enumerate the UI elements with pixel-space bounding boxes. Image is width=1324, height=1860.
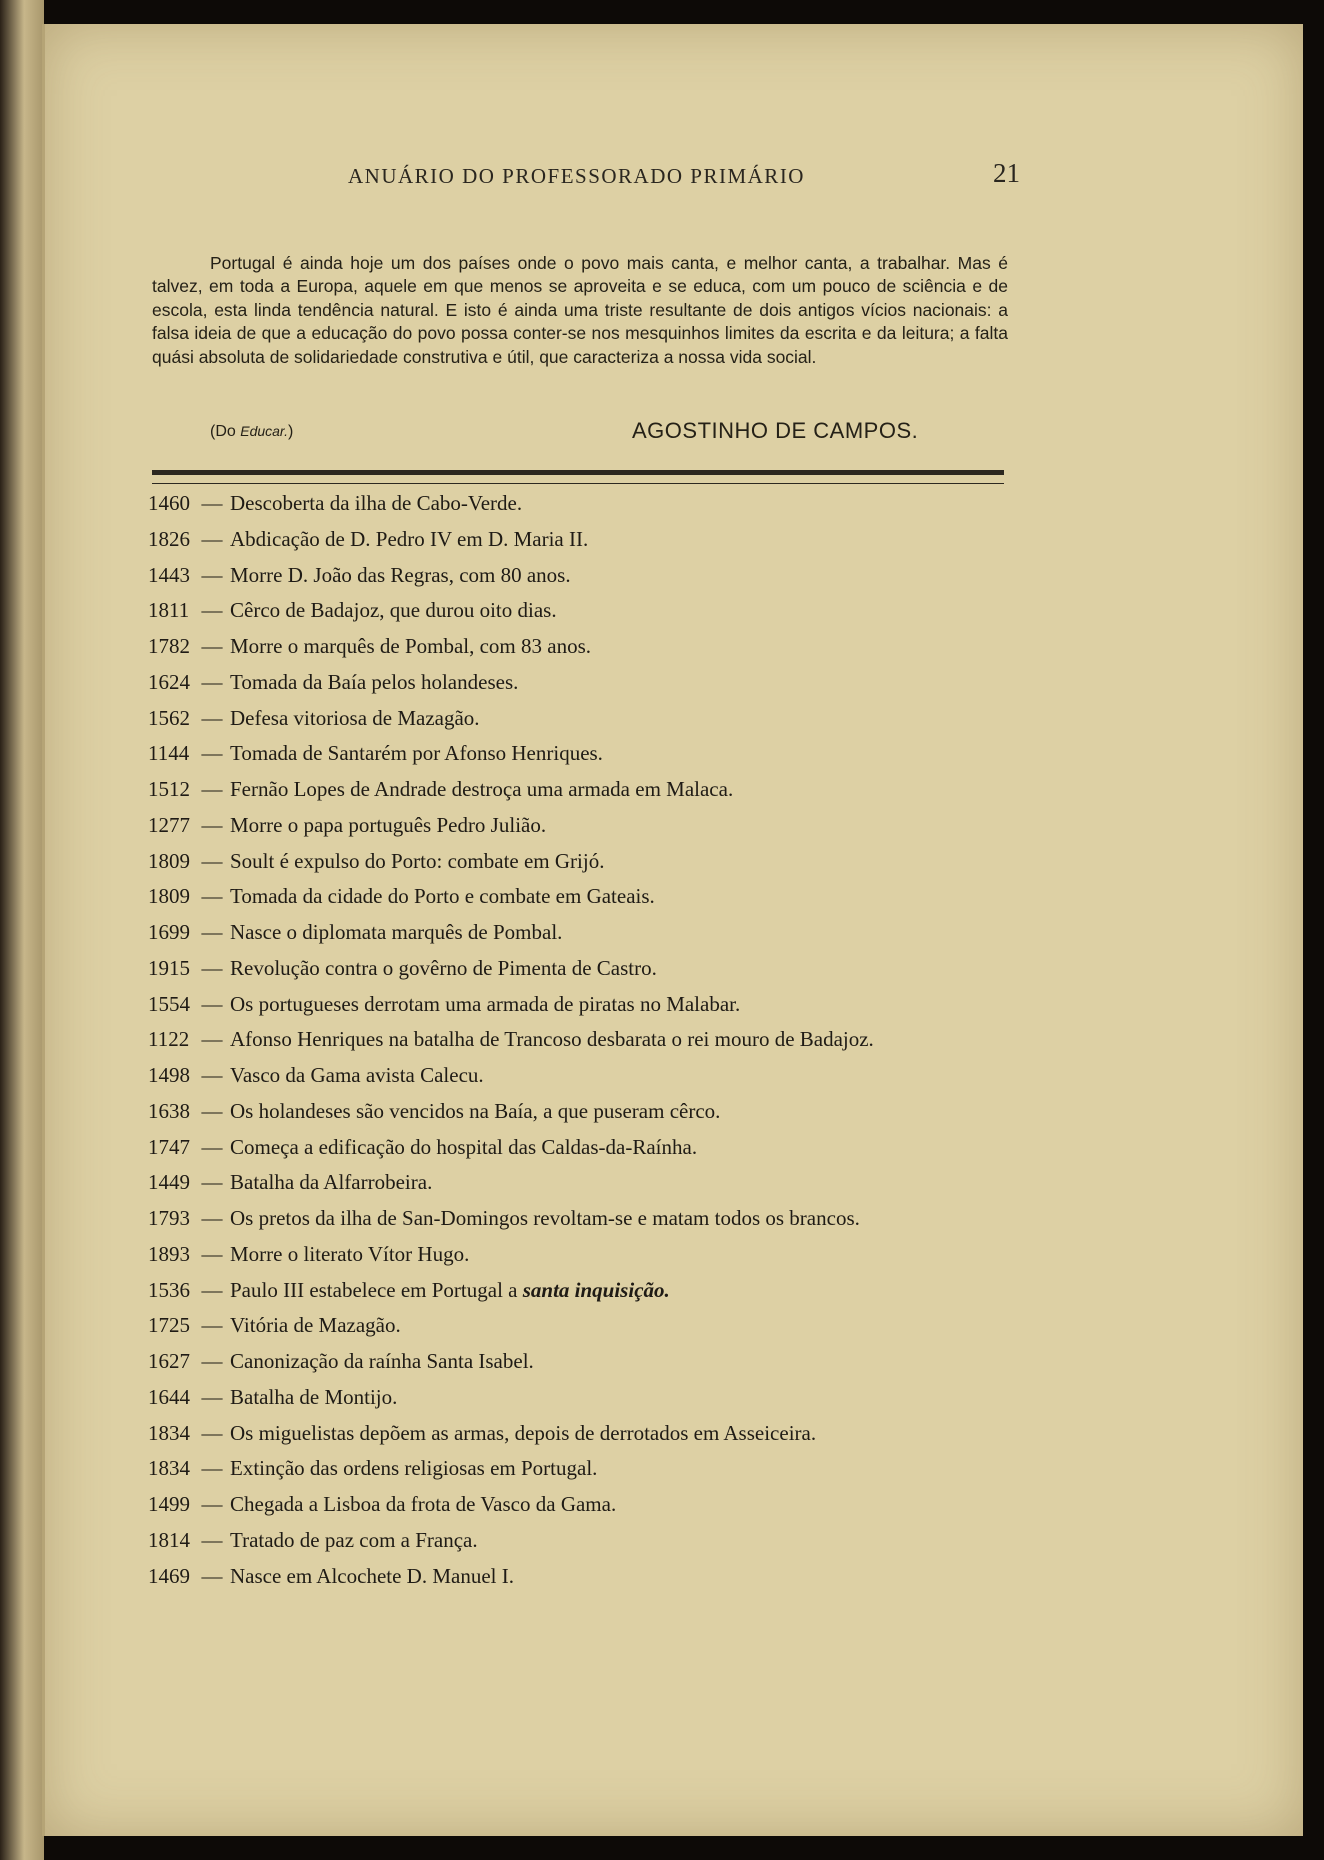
entry-text: Começa a edificação do hospital das Caldas-da-Raínha. <box>230 1134 698 1159</box>
entry-text: Tomada de Santarém por Afonso Henriques. <box>230 741 603 766</box>
entry-text: Morre D. João das Regras, com 80 anos. <box>230 562 571 587</box>
date-entry <box>148 772 1028 808</box>
entry-dash: — <box>201 634 223 658</box>
entry-text: Tratado de paz com a França. <box>230 1527 478 1552</box>
source-open: (Do <box>210 423 236 440</box>
entry-text: Batalha de Montijo. <box>230 1384 398 1409</box>
date-entry <box>148 987 1028 1023</box>
entry-text: Soult é expulso do Porto: combate em Grijó. <box>230 848 605 873</box>
date-entry <box>148 593 1028 629</box>
entry-year: 1747 <box>148 1134 190 1159</box>
entry-text: Canonização da raínha Santa Isabel. <box>230 1349 534 1373</box>
date-entry <box>148 1487 1028 1523</box>
entry-year: 1122 <box>148 1027 190 1052</box>
entry-dash: — <box>201 848 223 873</box>
entry-text: Os miguelistas depõem as armas, depois de derrotados em Asseiceira. <box>230 1420 817 1445</box>
entry-text: Os pretos da ilha de San-Domingos revoltam-se e matam todos os brancos. <box>230 1206 860 1230</box>
date-entry <box>148 915 1028 951</box>
entry-text: Descoberta da ilha de Cabo-Verde. <box>230 491 523 515</box>
entry-year: 1644 <box>148 1384 190 1409</box>
date-entry <box>148 1451 1028 1487</box>
entry-year: 1449 <box>148 1170 190 1195</box>
entry-year: 1893 <box>148 1241 190 1266</box>
historical-dates-list <box>148 486 1028 1594</box>
entry-text: Defesa vitoriosa de Mazagão. <box>230 705 480 730</box>
entry-dash: — <box>201 1492 223 1516</box>
header-title: ANUÁRIO DO PROFESSORADO PRIMÁRIO <box>348 164 805 188</box>
date-entry <box>148 1058 1028 1094</box>
entry-dash: — <box>201 812 223 837</box>
entry-year: 1536 <box>148 1277 190 1302</box>
entry-text: Afonso Henriques na batalha de Trancoso desbarata o rei mouro de Badajoz. <box>230 1027 874 1052</box>
date-entry <box>148 1022 1028 1058</box>
date-entry <box>148 808 1028 844</box>
entry-text: Cêrco de Badajoz, que durou oito dias. <box>230 598 557 623</box>
entry-text: Extinção das ordens religiosas em Portugal. <box>230 1456 598 1481</box>
entry-text: Paulo III estabelece em Portugal a <box>230 1277 518 1302</box>
entry-dash: — <box>201 1098 223 1123</box>
quote-source <box>210 423 293 441</box>
entry-dash: — <box>201 991 223 1016</box>
date-entry <box>148 1416 1028 1452</box>
entry-year: 1638 <box>148 1098 190 1123</box>
entry-year: 1725 <box>148 1313 190 1338</box>
entry-text: Tomada da cidade do Porto e combate em Gateais. <box>230 884 655 909</box>
date-entry <box>148 1559 1028 1595</box>
entry-dash: — <box>201 884 223 909</box>
page-number: 21 <box>993 158 1020 188</box>
date-entry <box>148 701 1028 737</box>
date-entry <box>148 1094 1028 1130</box>
entry-text: Vitória de Mazagão. <box>230 1313 401 1338</box>
entry-dash: — <box>201 1420 223 1445</box>
entry-year: 1814 <box>148 1527 190 1552</box>
entry-text: Revolução contra o govêrno de Pimenta de Castro. <box>230 955 657 980</box>
entry-dash: — <box>201 955 223 980</box>
date-entry <box>148 736 1028 772</box>
double-rule-divider <box>152 470 1004 484</box>
entry-year: 1460 <box>148 491 190 515</box>
entry-year: 1277 <box>148 812 190 837</box>
entry-dash: — <box>201 1313 223 1338</box>
entry-year: 1834 <box>148 1420 190 1445</box>
entry-year: 1699 <box>148 920 190 944</box>
source-title: Educar. <box>240 423 288 439</box>
entry-year: 1443 <box>148 562 190 587</box>
entry-text: Morre o literato Vítor Hugo. <box>230 1241 470 1266</box>
date-entry <box>148 844 1028 880</box>
date-entry <box>148 1237 1028 1273</box>
entry-dash: — <box>201 777 223 801</box>
entry-dash: — <box>201 1384 223 1409</box>
entry-year: 1144 <box>148 741 190 766</box>
entry-dash: — <box>201 741 223 766</box>
date-entry <box>148 558 1028 594</box>
quote-paragraph: Portugal é ainda hoje um dos países onde o povo mais canta, e melhor canta, a trabalhar. Mas é talvez, em toda a Europa, aquele em que menos se aproveita e se educa, com um pouco de sciência e de escola, esta linda tendência natural. E isto é ainda uma triste resultante de dois antigos vícios nacionais: a falsa ideia de que a educação do povo possa conter-se nos mesquinhos limites da escrita e da leitura; a falta quási absoluta de solidariedade construtiva e útil, que caracteriza a nossa vida social. <box>152 253 1008 367</box>
entry-text: Morre o papa português Pedro Julião. <box>230 812 547 837</box>
date-entry <box>148 1523 1028 1559</box>
date-entry <box>148 1344 1028 1380</box>
date-entry <box>148 629 1028 665</box>
entry-dash: — <box>201 920 223 944</box>
quote-author: AGOSTINHO DE CAMPOS. <box>632 418 919 443</box>
date-entry <box>148 665 1028 701</box>
entry-year: 1554 <box>148 991 190 1016</box>
entry-year: 1915 <box>148 955 190 980</box>
source-close: ) <box>287 423 294 440</box>
date-entry <box>148 1201 1028 1237</box>
date-entry <box>148 1273 1028 1309</box>
date-entry <box>148 1165 1028 1201</box>
entry-dash: — <box>201 1241 223 1266</box>
entry-dash: — <box>201 1134 223 1159</box>
entry-dash: — <box>201 526 223 551</box>
entry-text: Os portugueses derrotam uma armada de piratas no Malabar. <box>230 991 741 1016</box>
entry-dash: — <box>201 1027 223 1052</box>
entry-dash: — <box>201 1563 223 1588</box>
entry-year: 1512 <box>148 777 190 801</box>
entry-italic-text: santa inquisição. <box>522 1277 670 1302</box>
date-entry <box>148 522 1028 558</box>
entry-text: Batalha da Alfarrobeira. <box>230 1170 433 1195</box>
book-spine <box>0 0 44 1860</box>
date-entry <box>148 1380 1028 1416</box>
entry-year: 1809 <box>148 848 190 873</box>
entry-text: Nasce em Alcochete D. Manuel I. <box>230 1563 514 1588</box>
entry-text: Fernão Lopes de Andrade destroça uma armada em Malaca. <box>230 777 734 801</box>
entry-text: Os holandeses são vencidos na Baía, a que puseram cêrco. <box>230 1098 721 1123</box>
entry-year: 1782 <box>148 634 190 658</box>
entry-dash: — <box>201 1063 223 1087</box>
date-entry <box>148 951 1028 987</box>
entry-dash: — <box>201 1527 223 1552</box>
entry-dash: — <box>201 1456 223 1481</box>
entry-year: 1627 <box>148 1349 190 1373</box>
entry-dash: — <box>201 705 223 730</box>
entry-text: Morre o marquês de Pombal, com 83 anos. <box>230 634 592 658</box>
running-header <box>340 158 1020 194</box>
date-entry <box>148 879 1028 915</box>
entry-dash: — <box>201 669 223 694</box>
entry-text: Abdicação de D. Pedro IV em D. Maria II. <box>230 526 589 551</box>
entry-year: 1624 <box>148 669 190 694</box>
date-entry <box>148 1130 1028 1166</box>
date-entry <box>148 1308 1028 1344</box>
entry-year: 1793 <box>148 1206 190 1230</box>
entry-text: Tomada da Baía pelos holandeses. <box>230 669 519 694</box>
entry-year: 1809 <box>148 884 190 909</box>
entry-year: 1826 <box>148 526 190 551</box>
entry-text: Chegada a Lisboa da frota de Vasco da Gama. <box>230 1492 617 1516</box>
entry-text: Nasce o diplomata marquês de Pombal. <box>230 920 563 944</box>
entry-year: 1469 <box>148 1563 190 1588</box>
entry-dash: — <box>201 491 223 515</box>
entry-text: Vasco da Gama avista Calecu. <box>230 1063 484 1087</box>
entry-year: 1499 <box>148 1492 190 1516</box>
date-entry <box>148 486 1028 522</box>
entry-year: 1811 <box>148 598 190 623</box>
entry-year: 1834 <box>148 1456 190 1481</box>
entry-dash: — <box>201 562 223 587</box>
entry-dash: — <box>201 1349 223 1373</box>
entry-dash: — <box>201 1206 223 1230</box>
entry-year: 1562 <box>148 705 190 730</box>
entry-dash: — <box>201 1277 223 1302</box>
entry-year: 1498 <box>148 1063 190 1087</box>
entry-dash: — <box>201 1170 223 1195</box>
entry-dash: — <box>201 598 223 623</box>
